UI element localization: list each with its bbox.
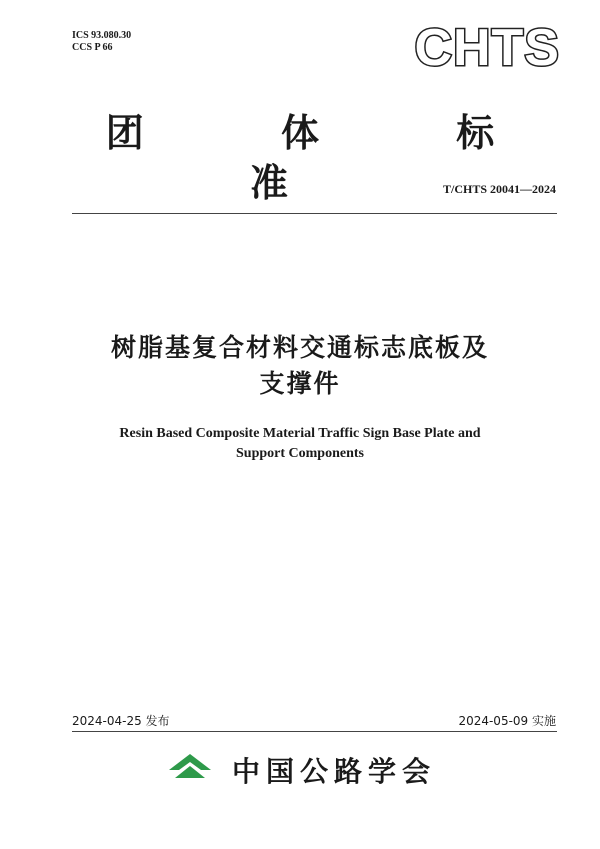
title-chinese-line-2: 支撑件 bbox=[259, 369, 341, 398]
issue-date: 2024-04-25 发布 bbox=[72, 714, 170, 728]
standard-type: 团 体 标 准 bbox=[105, 111, 557, 205]
implementation-date: 2024-05-09 实施 bbox=[458, 714, 556, 728]
title-english-line-1: Resin Based Composite Material Traffic Sign Base Plate and bbox=[119, 426, 481, 441]
standard-number: T/CHTS 20041—2024 bbox=[442, 182, 556, 196]
publisher-logo-icon bbox=[165, 752, 215, 772]
classification-codes bbox=[72, 30, 131, 54]
top-divider bbox=[72, 213, 557, 214]
title-english bbox=[0, 424, 600, 464]
ccs-code: CCS P 66 bbox=[72, 42, 113, 53]
title-english-line-2: Support Components bbox=[236, 446, 364, 461]
bottom-divider bbox=[72, 731, 557, 732]
ics-code: ICS 93.080.30 bbox=[72, 30, 132, 41]
publisher-name: 中国公路学会 bbox=[232, 755, 437, 788]
publisher-emblem-icon bbox=[165, 752, 215, 792]
chts-logo: CHTS bbox=[414, 19, 560, 77]
title-chinese-line-1: 树脂基复合材料交通标志底板及 bbox=[110, 333, 489, 362]
title-chinese bbox=[0, 330, 600, 402]
